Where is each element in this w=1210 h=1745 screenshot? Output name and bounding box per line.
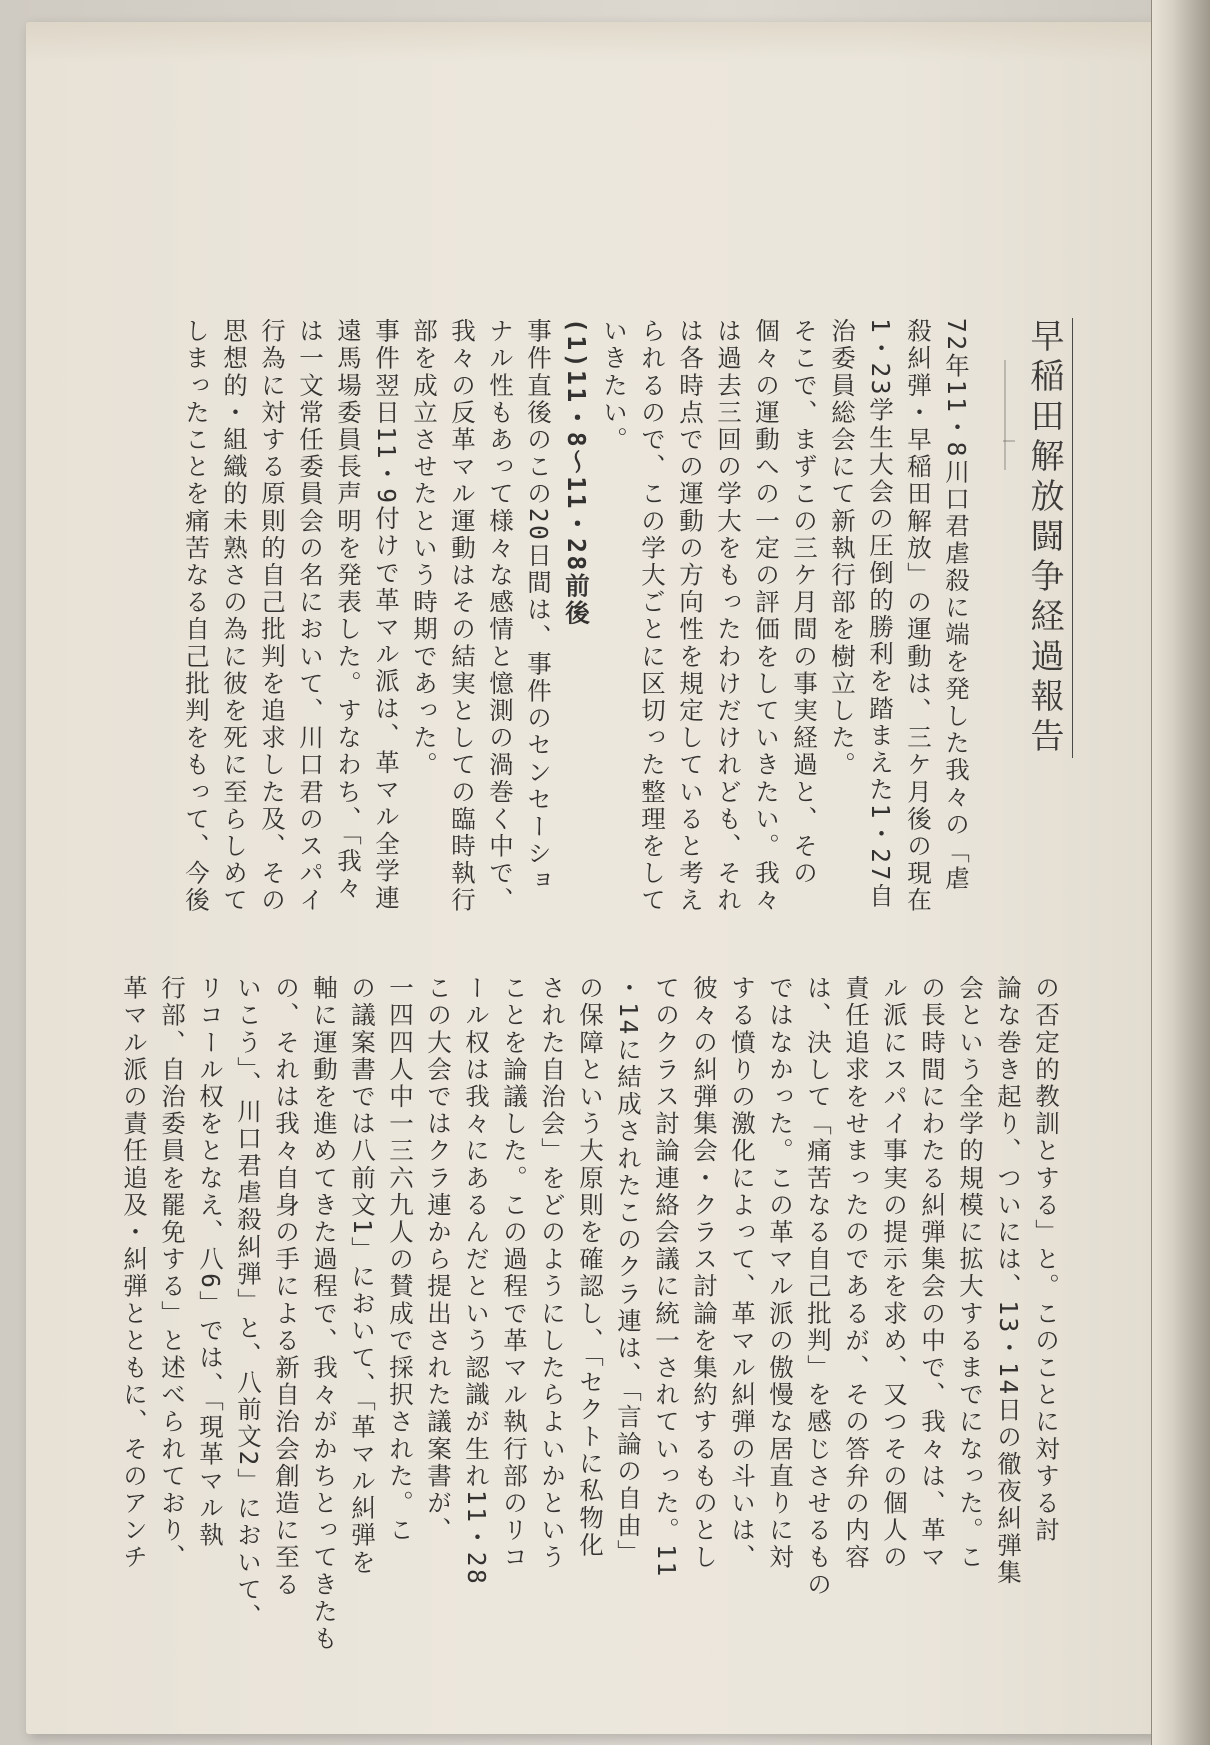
upper-text-line: 行為に対する原則的自己批判を追求した及、その <box>258 318 287 915</box>
upper-text-block <box>175 318 975 958</box>
upper-text-line: 遠馬場委員長声明を発表した。すなわち、「我々 <box>334 318 363 902</box>
paper-stain <box>26 22 1174 62</box>
lower-text-line: ではなかった。この革マル派の傲慢な居直りに対 <box>766 975 795 1572</box>
upper-text-line: 事件翌日11・9付けで革マル派は、革マル全学連 <box>372 318 401 913</box>
lower-text-line: の、それは我々自身の手による新自治会創造に至る <box>272 975 301 1599</box>
upper-text-line: 殺糾弾・早稲田解放」の運動は、三ケ月後の現在 <box>904 318 933 915</box>
lower-text-line: する憤りの激化によって、革マル糾弾の斗いは、 <box>728 975 757 1572</box>
lower-text-line: ル派にスパイ事実の提示を求め、又つその個人の <box>880 975 909 1572</box>
lower-text-line: 論な巻き起り、ついには、13・14日の徹夜糾弾集 <box>994 975 1023 1587</box>
upper-text-line: ナル性もあって様々な感情と憶測の渦巻く中で、 <box>486 318 515 915</box>
lower-text-line: 一四四人中一三六九人の賛成で採択された。こ <box>386 975 415 1545</box>
upper-text-line: 事件直後のこの20日間は、事件のセンセーショ <box>524 318 553 895</box>
lower-text-line: 行部、自治委員を罷免する」と述べられており、 <box>158 975 187 1572</box>
lower-text-line: の保障という大原則を確認し、「セクトに私物化 <box>576 975 605 1559</box>
upper-text-line: 個々の運動への一定の評価をしていきたい。我々 <box>752 318 781 915</box>
lower-text-line: は、決して「痛苦なる自己批判」を感じさせるもの <box>804 975 833 1599</box>
lower-text-line: ・14に結成されたこのクラ連は、「言論の自由」 <box>614 975 643 1567</box>
lower-text-line: の議案書では八前文1」において、「革マル糾弾を <box>348 975 377 1577</box>
lower-text-line: の長時間にわたる糾弾集会の中で、我々は、革マ <box>918 975 947 1572</box>
upper-text-line: 我々の反革マル運動はその結実としての臨時執行 <box>448 318 477 915</box>
upper-text-line: は各時点での運動の方向性を規定していると考え <box>676 318 705 915</box>
upper-text-line: 思想的・組織的未熟さの為に彼を死に至らしめて <box>220 318 249 915</box>
lower-text-line: の否定的教訓とする」と。このことに対する討 <box>1032 975 1061 1545</box>
lower-text-line: 責任追求をせまったのであるが、その答弁の内容 <box>842 975 871 1572</box>
lower-text-line: いこう」、川口君虐殺糾弾」と、八前文2」において、 <box>234 975 263 1631</box>
lower-text-line: てのクラス討論連絡会議に統一されていった。11 <box>652 975 681 1579</box>
lower-text-line: この大会ではクラ連から提出された議案書が、 <box>424 975 453 1545</box>
lower-text-block <box>120 975 1065 1653</box>
upper-text-line: は過去三回の学大をもったわけだけれども、それ <box>714 318 743 915</box>
pencil-mark <box>1003 440 1015 442</box>
upper-text-line: しまったことを痛苦なる自己批判をもって、今後 <box>182 318 211 915</box>
lower-text-line: ール权は我々にあるんだという認識が生れ11・28 <box>462 975 491 1587</box>
lower-text-line: リコール权をとなえ、八6」では、「現革マル執 <box>196 975 225 1550</box>
lower-text-line: 軸に運動を進めてきた過程で、我々がかちとってきたも <box>310 975 339 1653</box>
upper-text-line: 治委員総会にて新執行部を樹立した。 <box>828 318 857 779</box>
lower-text-line: ことを論議した。この過程で革マル執行部のリコ <box>500 975 529 1572</box>
upper-text-line: は一文常任委員会の名において、川口君のスパイ <box>296 318 325 915</box>
upper-text-line: (1)11・8〜11・28前後 <box>562 318 591 628</box>
lower-text-line: 彼々の糾弾集会・クラス討論を集約するものとし <box>690 975 719 1572</box>
lower-text-line: 革マル派の責任追及・糾弾とともに、そのアンチ <box>120 975 149 1572</box>
lower-text-line: された自治会」をどのようにしたらよいかという <box>538 975 567 1572</box>
page-edge <box>1151 0 1210 1745</box>
upper-text-line: られるので、この学大ごとに区切った整理をして <box>638 318 667 915</box>
upper-text-line: そこで、まずこの三ケ月間の事実経過と、その <box>790 318 819 888</box>
upper-text-line: 72年11・8川口君虐殺に端を発した我々の「虐 <box>942 318 971 893</box>
page-title: 早稲田解放闘争経過報告 <box>1020 318 1073 758</box>
lower-text-line: 会という全学的規模に拡大するまでになった。こ <box>956 975 985 1572</box>
upper-text-line: 部を成立させたという時期であった。 <box>410 318 439 779</box>
pencil-mark <box>1004 360 1006 470</box>
upper-text-line: 1・23学生大会の圧倒的勝利を踏まえた1・27自 <box>866 318 895 910</box>
upper-text-line: いきたい。 <box>600 318 629 454</box>
